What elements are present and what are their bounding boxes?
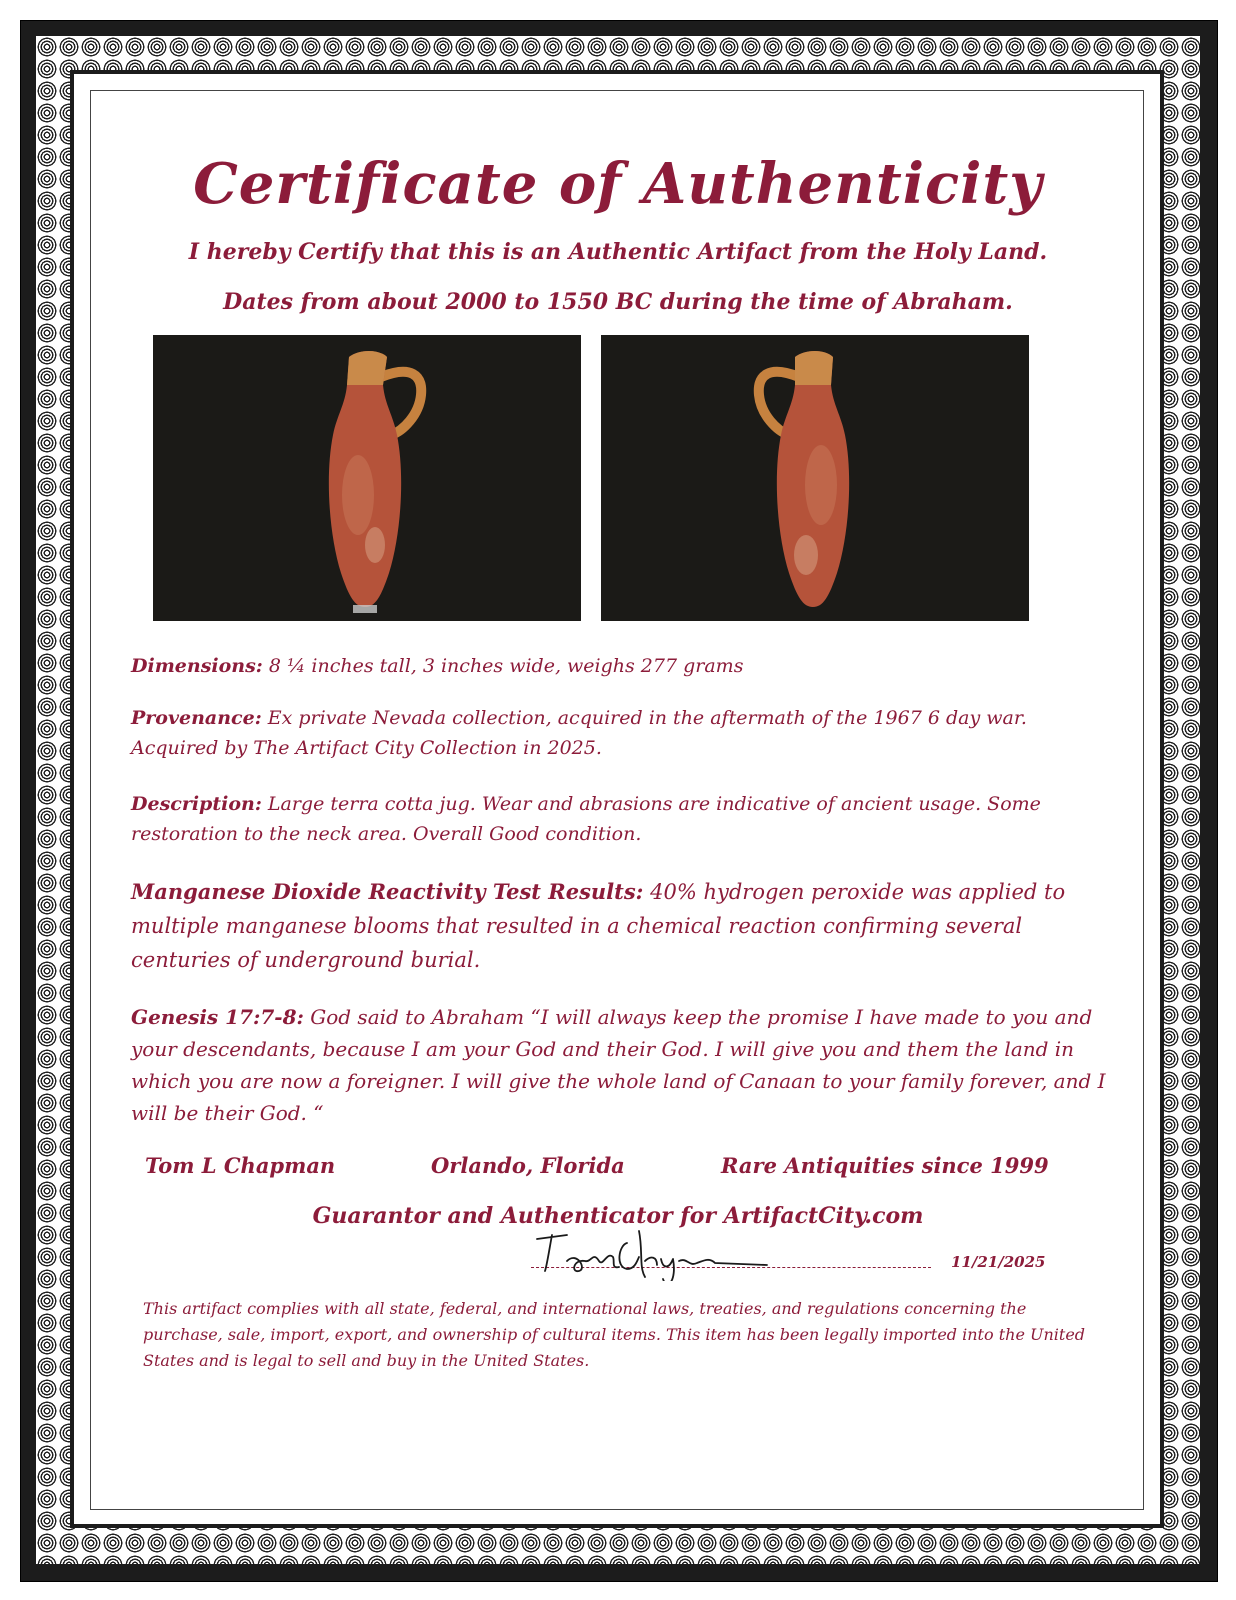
manganese-test-label: Manganese Dioxide Reactivity Test Results: bbox=[131, 879, 644, 904]
authenticator-name: Tom L Chapman bbox=[145, 1153, 336, 1178]
provenance-text: Ex private Nevada collection, acquired in the aftermath of the 1967 6 day war. Acquired by The Artifact City Collection in 2025. bbox=[131, 707, 1027, 759]
description-label: Description: bbox=[131, 793, 262, 815]
business-since: Rare Antiquities since 1999 bbox=[721, 1153, 1049, 1178]
dimensions-text: 8 ¼ inches tall, 3 inches wide, weighs 277 grams bbox=[262, 655, 744, 677]
provenance-label: Provenance: bbox=[131, 707, 262, 729]
genesis-label: Genesis 17:7-8: bbox=[131, 1005, 304, 1029]
genesis-text: God said to Abraham “I will always keep the promise I have made to you and your descendants, because I am your God and their God. I will give you and them the land in which you are now a foreigner. I will give the whole land of Canaan to your family forever, and I will be their God. “ bbox=[131, 1005, 1106, 1125]
manganese-test-paragraph bbox=[131, 875, 1111, 977]
jug-image-right bbox=[601, 335, 1029, 621]
provenance-paragraph bbox=[131, 703, 1111, 763]
certificate-title: Certificate of Authenticity bbox=[193, 151, 1043, 217]
certificate-panel bbox=[90, 90, 1144, 1510]
guarantor-statement: Guarantor and Authenticator for ArtifactCity.com bbox=[312, 1203, 924, 1229]
dimensions-label: Dimensions: bbox=[131, 655, 263, 677]
handwritten-signature bbox=[527, 1221, 777, 1281]
description-paragraph bbox=[131, 789, 1111, 849]
legal-compliance-text: This artifact complies with all state, federal, and international laws, treaties, and regulations concerning the purchase, sale, import, export, and ownership of cultural items. This item has been legally imported into the United States and is legal to sell and buy in the United States. bbox=[143, 1299, 1086, 1370]
authenticator-location: Orlando, Florida bbox=[431, 1153, 625, 1178]
artifact-photo-left bbox=[153, 335, 581, 621]
authenticator-row bbox=[145, 1153, 1125, 1183]
certify-statement: I hereby Certify that this is an Authentic Artifact from the Holy Land. bbox=[188, 239, 1048, 265]
genesis-quote-paragraph bbox=[131, 1001, 1111, 1129]
dating-statement: Dates from about 2000 to 1550 BC during the time of Abraham. bbox=[223, 289, 1013, 315]
signature-date: 11/21/2025 bbox=[951, 1253, 1046, 1271]
description-text: Large terra cotta jug. Wear and abrasions are indicative of ancient usage. Some restoration to the neck area. Overall Good condition. bbox=[131, 793, 1041, 845]
artifact-photo-right bbox=[601, 335, 1029, 621]
dimensions-paragraph bbox=[131, 651, 1111, 681]
jug-image-left bbox=[153, 335, 581, 621]
manganese-test-text: 40% hydrogen peroxide was applied to multiple manganese blooms that resulted in a chemical reaction confirming several centuries of underground burial. bbox=[131, 880, 1066, 972]
